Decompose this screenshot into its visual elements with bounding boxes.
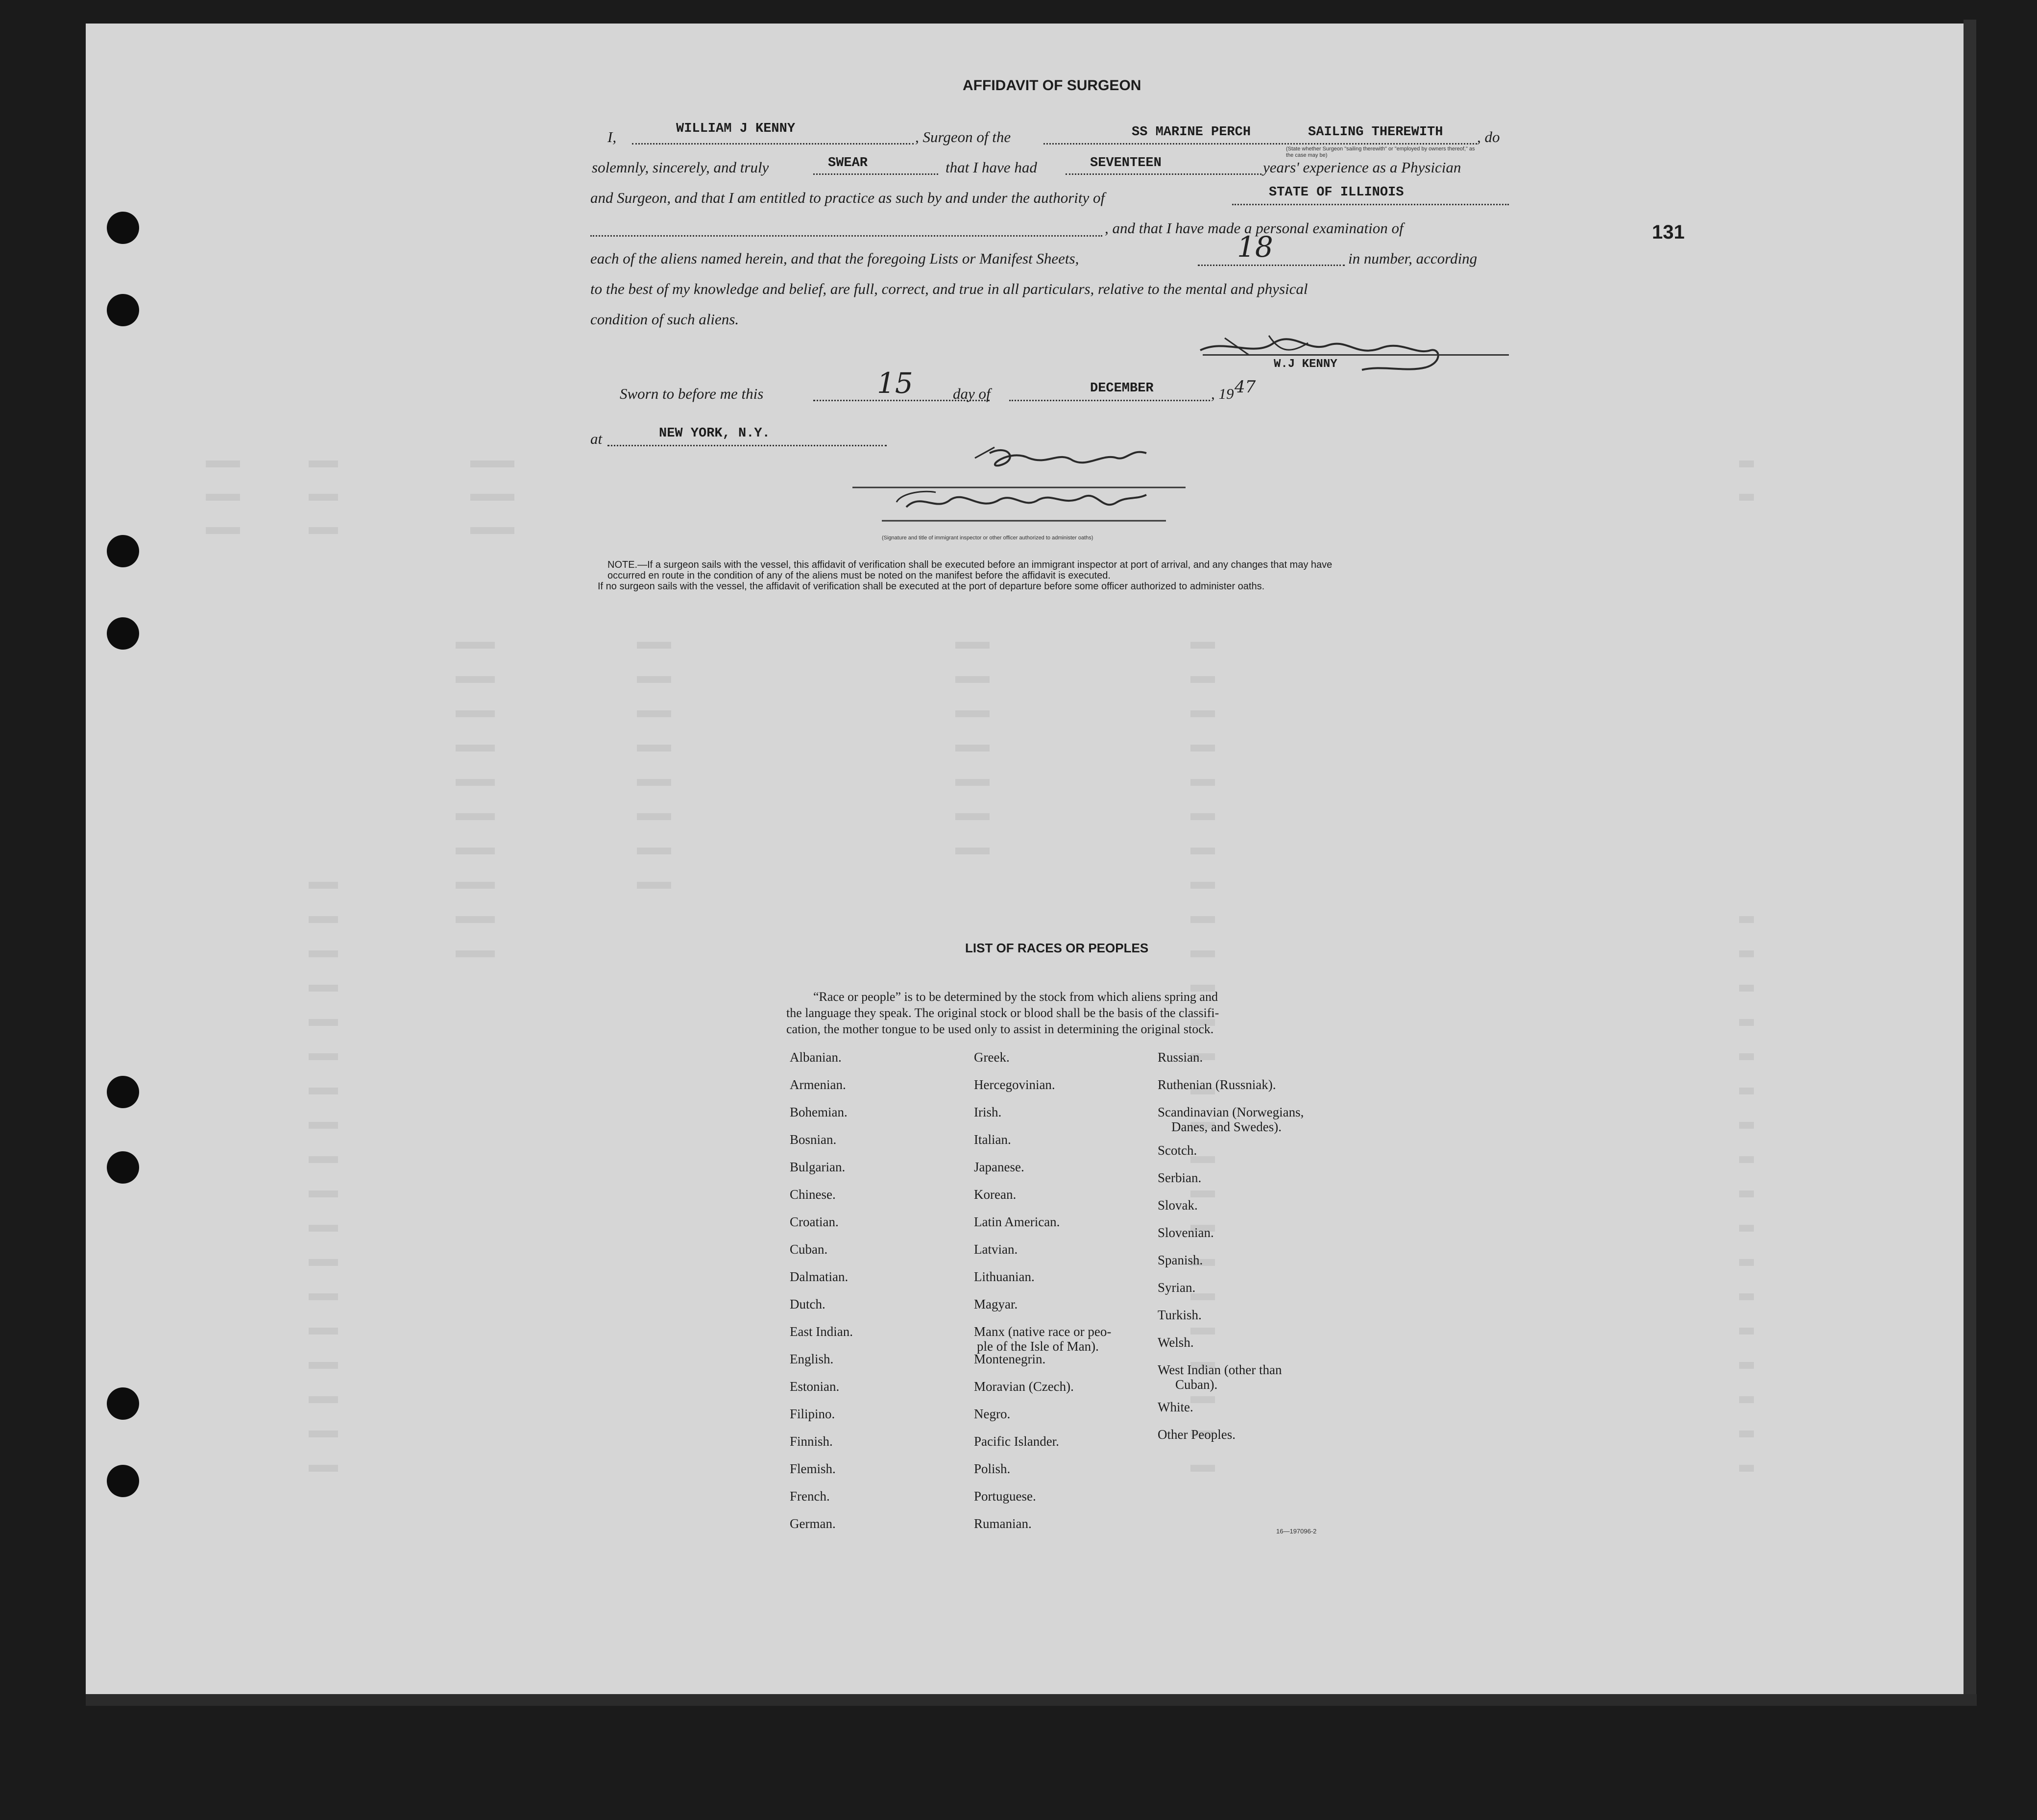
- races-intro-line: “Race or people” is to be determined by the stock from which aliens spring and: [813, 990, 1218, 1004]
- fill-line: [1043, 143, 1477, 145]
- fill-line: [1198, 265, 1345, 266]
- race-item: Turkish.: [1158, 1308, 1202, 1322]
- fill-line: [590, 235, 1102, 237]
- sworn-month: DECEMBER: [1090, 381, 1154, 396]
- race-item: Armenian.: [790, 1077, 846, 1092]
- race-item: Scotch.: [1158, 1143, 1197, 1158]
- race-item: Polish.: [974, 1461, 1011, 1476]
- affidavit-title: AFFIDAVIT OF SURGEON: [963, 77, 1141, 94]
- signature-line: [1203, 354, 1509, 356]
- binder-hole: [107, 1465, 139, 1497]
- race-item: Portuguese.: [974, 1489, 1036, 1504]
- race-item: Montenegrin.: [974, 1352, 1046, 1366]
- sheet-count: 18: [1237, 230, 1273, 264]
- note-line-1: NOTE.—If a surgeon sails with the vessel, this affidavit of verification shall be executed before an immigrant inspector at port of arrival, and any changes that may have: [607, 559, 1333, 570]
- text-at: at: [590, 430, 603, 447]
- race-item: Russian.: [1158, 1050, 1203, 1065]
- race-item: Spanish.: [1158, 1253, 1203, 1267]
- race-item: Croatian.: [790, 1214, 839, 1229]
- years-experience: SEVENTEEN: [1090, 156, 1162, 170]
- race-item: Slovak.: [1158, 1198, 1198, 1213]
- fill-line: [1009, 400, 1210, 401]
- text-personal-exam: , and that I have made a personal examination of: [1105, 219, 1404, 237]
- text-best-knowledge: to the best of my knowledge and belief, are full, correct, and true in all particulars, relative to the mental and physical: [590, 280, 1308, 297]
- race-item: Bulgarian.: [790, 1160, 846, 1174]
- note-line-2: occurred en route in the condition of any of the aliens must be noted on the manifest before the affidavit is executed.: [607, 570, 1111, 581]
- binder-hole: [107, 1151, 139, 1184]
- race-item: Ruthenian (Russniak).: [1158, 1077, 1276, 1092]
- race-item: Bohemian.: [790, 1105, 848, 1119]
- fill-line: [607, 445, 887, 446]
- binder-hole: [107, 535, 139, 567]
- text-each-alien: each of the aliens named herein, and that the foregoing Lists or Manifest Sheets,: [590, 250, 1079, 267]
- text-solemnly: solemnly, sincerely, and truly: [592, 159, 769, 176]
- race-item: Bosnian.: [790, 1132, 837, 1147]
- race-item: Manx (native race or peo-: [974, 1324, 1112, 1339]
- races-column-1: [790, 1050, 853, 1544]
- binder-hole: [107, 212, 139, 244]
- race-item: Finnish.: [790, 1434, 833, 1449]
- race-item: Cuban).: [1175, 1377, 1218, 1392]
- text-i: I,: [607, 128, 617, 146]
- race-item: Negro.: [974, 1407, 1011, 1421]
- race-item: Slovenian.: [1158, 1225, 1214, 1240]
- race-item: Scandinavian (Norwegians,: [1158, 1105, 1304, 1119]
- race-item: Moravian (Czech).: [974, 1379, 1074, 1394]
- races-intro-line: cation, the mother tongue to be used only to assist in determining the original stock.: [786, 1022, 1214, 1036]
- text-day-of: day of: [953, 385, 991, 402]
- races-title: LIST OF RACES OR PEOPLES: [965, 941, 1149, 955]
- race-item: Lithuanian.: [974, 1269, 1035, 1284]
- sailing-note: (State whether Surgeon "sailing therewith" or "employed by owners thereof," as the case may be): [1286, 146, 1475, 158]
- races-intro-line: the language they speak. The original stock or blood shall be the basis of the classifi-: [786, 1006, 1219, 1020]
- page-edge-right: [1964, 20, 1976, 1695]
- race-item: Other Peoples.: [1158, 1427, 1236, 1442]
- race-item: French.: [790, 1489, 830, 1504]
- race-item: Korean.: [974, 1187, 1017, 1202]
- binder-hole: [107, 1387, 139, 1420]
- text-years-experience: years' experience as a Physician: [1263, 159, 1461, 176]
- sworn-year: 47: [1235, 377, 1256, 397]
- race-item: Irish.: [974, 1105, 1002, 1119]
- oath-type: SWEAR: [828, 156, 868, 170]
- races-intro: [786, 989, 1219, 1037]
- page-edge-bottom: [86, 1694, 1977, 1706]
- binder-hole: [107, 1076, 139, 1108]
- surgeon-name: WILLIAM J KENNY: [676, 121, 796, 136]
- race-item: Chinese.: [790, 1187, 836, 1202]
- text-and-surgeon: and Surgeon, and that I am entitled to practice as such by and under the authority of: [590, 189, 1105, 206]
- race-item: Pacific Islander.: [974, 1434, 1059, 1449]
- race-item: Magyar.: [974, 1297, 1018, 1311]
- race-item: Serbian.: [1158, 1170, 1202, 1185]
- sailing-status: SAILING THEREWITH: [1308, 125, 1443, 140]
- fill-line: [632, 143, 914, 145]
- inspector-signature: [852, 438, 1195, 536]
- text-that-i-have-had: that I have had: [946, 159, 1037, 176]
- text-surgeon-of: , Surgeon of the: [915, 128, 1011, 146]
- race-item: English.: [790, 1352, 834, 1366]
- race-item: Syrian.: [1158, 1280, 1196, 1295]
- binder-hole: [107, 617, 139, 650]
- race-item: German.: [790, 1516, 836, 1531]
- inspector-caption: (Signature and title of immigrant inspector or other officer authorized to administer oaths): [882, 535, 1093, 541]
- race-item: Hercegovinian.: [974, 1077, 1055, 1092]
- races-column-3: [1158, 1050, 1304, 1455]
- race-item: Latin American.: [974, 1214, 1060, 1229]
- race-item: Albanian.: [790, 1050, 842, 1065]
- race-item: Rumanian.: [974, 1516, 1032, 1531]
- text-do: , do: [1477, 128, 1500, 146]
- race-item: Dutch.: [790, 1297, 825, 1311]
- races-column-2: [974, 1050, 1111, 1544]
- binder-hole: [107, 294, 139, 326]
- race-item: Flemish.: [790, 1461, 836, 1476]
- race-item: Cuban.: [790, 1242, 828, 1257]
- race-item: Welsh.: [1158, 1335, 1194, 1350]
- race-item: West Indian (other than: [1158, 1362, 1282, 1377]
- fill-line: [813, 173, 938, 175]
- text-in-number: in number, according: [1348, 250, 1478, 267]
- race-item: Italian.: [974, 1132, 1011, 1147]
- text-sworn: Sworn to before me this: [620, 385, 764, 402]
- page-number: 131: [1652, 221, 1685, 243]
- race-item: Filipino.: [790, 1407, 835, 1421]
- sworn-place: NEW YORK, N.Y.: [659, 426, 770, 441]
- note-line-3: If no surgeon sails with the vessel, the affidavit of verification shall be executed at the port of departure before some officer authorized to administer oaths.: [598, 581, 1265, 592]
- race-item: Greek.: [974, 1050, 1010, 1065]
- form-code: 16—197096-2: [1276, 1528, 1317, 1535]
- text-condition: condition of such aliens.: [590, 311, 739, 328]
- affidavit-note: [598, 559, 1333, 592]
- race-item: Danes, and Swedes).: [1171, 1119, 1282, 1134]
- race-item: Japanese.: [974, 1160, 1024, 1174]
- vessel-name: SS MARINE PERCH: [1132, 125, 1251, 140]
- race-item: Dalmatian.: [790, 1269, 849, 1284]
- fill-line: [1232, 204, 1509, 205]
- race-item: East Indian.: [790, 1324, 853, 1339]
- fill-line: [1066, 173, 1261, 175]
- text-year-prefix: , 19: [1211, 385, 1234, 402]
- authority: STATE OF ILLINOIS: [1269, 185, 1404, 200]
- race-item: ple of the Isle of Man).: [977, 1339, 1099, 1354]
- signature-name: W.J KENNY: [1274, 358, 1337, 371]
- race-item: Estonian.: [790, 1379, 840, 1394]
- race-item: Latvian.: [974, 1242, 1018, 1257]
- race-item: White.: [1158, 1400, 1193, 1414]
- sworn-day: 15: [877, 366, 913, 400]
